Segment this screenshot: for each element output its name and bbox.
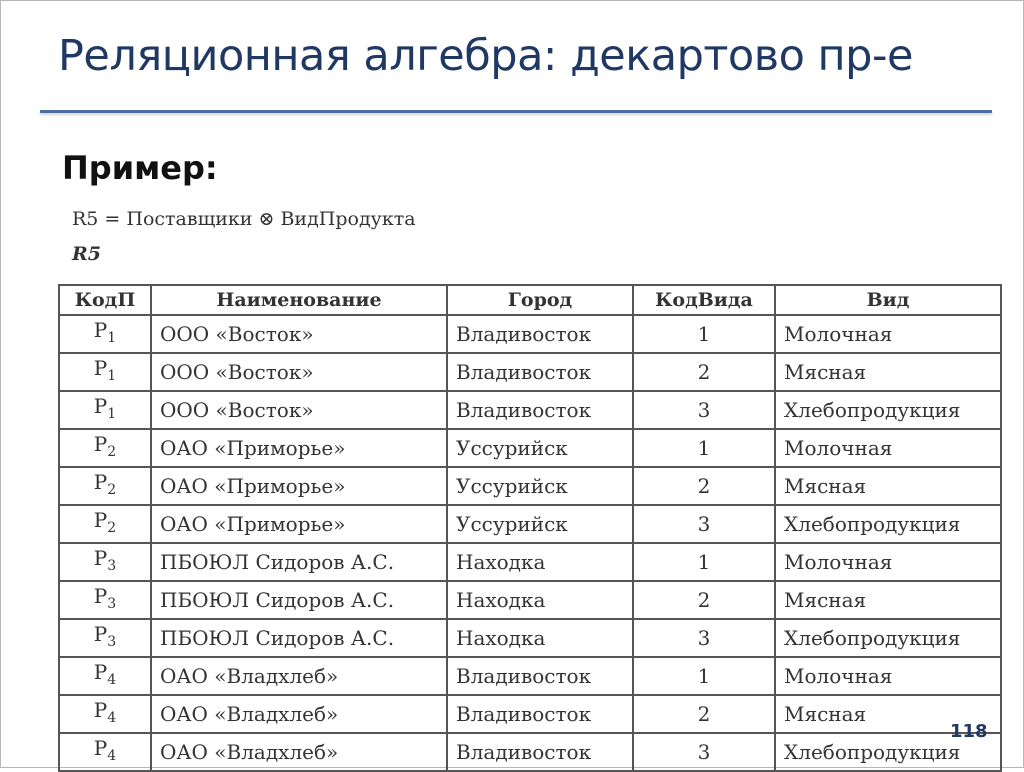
kodp-base: P [93, 470, 108, 494]
cell-kodvida: 3 [633, 391, 775, 429]
cell-city: Владивосток [447, 733, 633, 771]
table-row [59, 315, 1001, 353]
cell-name: ООО «Восток» [151, 353, 447, 391]
header-kodp: КодП [59, 285, 151, 315]
cell-kodp [59, 619, 151, 657]
cell-vid: Молочная [775, 315, 1001, 353]
table-row [59, 581, 1001, 619]
cell-vid: Хлебопродукция [775, 391, 1001, 429]
cell-vid: Хлебопродукция [775, 619, 1001, 657]
relation-table [58, 284, 1002, 772]
page-number: 118 [950, 721, 988, 742]
cell-name: ОАО «Приморье» [151, 505, 447, 543]
kodp-subscript: 4 [107, 672, 117, 688]
cell-kodvida: 2 [633, 695, 775, 733]
cell-vid: Молочная [775, 657, 1001, 695]
cell-kodvida: 3 [633, 619, 775, 657]
cell-vid: Мясная [775, 581, 1001, 619]
cell-city: Владивосток [447, 391, 633, 429]
title-divider [40, 110, 992, 113]
cell-city: Владивосток [447, 695, 633, 733]
cell-city: Владивосток [447, 657, 633, 695]
cell-name: ПБОЮЛ Сидоров А.С. [151, 543, 447, 581]
table-body [59, 315, 1001, 771]
cell-vid: Мясная [775, 353, 1001, 391]
cell-city: Уссурийск [447, 505, 633, 543]
cell-vid: Мясная [775, 695, 1001, 733]
cell-kodp [59, 543, 151, 581]
cell-name: ОАО «Приморье» [151, 467, 447, 505]
kodp-subscript: 3 [107, 596, 117, 612]
cell-kodvida: 2 [633, 467, 775, 505]
cell-kodp [59, 505, 151, 543]
cell-name: ОАО «Владхлеб» [151, 695, 447, 733]
kodp-subscript: 3 [107, 558, 117, 574]
cell-kodvida: 2 [633, 581, 775, 619]
kodp-subscript: 4 [107, 748, 117, 764]
cell-kodvida: 1 [633, 543, 775, 581]
table-row [59, 391, 1001, 429]
example-label: Пример: [62, 149, 218, 187]
cell-city: Находка [447, 543, 633, 581]
table-row [59, 543, 1001, 581]
table-row [59, 733, 1001, 771]
kodp-base: P [93, 394, 108, 418]
table-row [59, 657, 1001, 695]
cell-name: ООО «Восток» [151, 391, 447, 429]
cell-kodvida: 1 [633, 429, 775, 467]
table-header-row [59, 285, 1001, 315]
cell-kodp [59, 657, 151, 695]
cell-vid: Молочная [775, 429, 1001, 467]
header-name: Наименование [151, 285, 447, 315]
kodp-subscript: 2 [107, 444, 117, 460]
cell-vid: Мясная [775, 467, 1001, 505]
cell-kodp [59, 353, 151, 391]
kodp-base: P [93, 546, 108, 570]
kodp-subscript: 1 [107, 406, 117, 422]
cell-city: Уссурийск [447, 467, 633, 505]
kodp-base: P [93, 318, 108, 342]
table-row [59, 505, 1001, 543]
cell-name: ПБОЮЛ Сидоров А.С. [151, 619, 447, 657]
cell-name: ПБОЮЛ Сидоров А.С. [151, 581, 447, 619]
cell-vid: Хлебопродукция [775, 733, 1001, 771]
header-city: Город [447, 285, 633, 315]
table-row [59, 619, 1001, 657]
cell-city: Находка [447, 581, 633, 619]
cell-kodp [59, 315, 151, 353]
kodp-subscript: 2 [107, 482, 117, 498]
kodp-base: P [93, 736, 108, 760]
header-kodvida: КодВида [633, 285, 775, 315]
cell-kodp [59, 733, 151, 771]
kodp-base: P [93, 508, 108, 532]
table-row [59, 467, 1001, 505]
cell-name: ОАО «Приморье» [151, 429, 447, 467]
cell-kodp [59, 391, 151, 429]
kodp-base: P [93, 584, 108, 608]
kodp-base: P [93, 622, 108, 646]
cell-kodp [59, 581, 151, 619]
kodp-base: P [93, 698, 108, 722]
cell-kodvida: 1 [633, 315, 775, 353]
table-row [59, 695, 1001, 733]
slide-title: Реляционная алгебра: декартово пр-е [58, 31, 913, 81]
relation-formula: R5 = Поставщики ⊗ ВидПродукта [72, 208, 416, 230]
kodp-subscript: 1 [107, 368, 117, 384]
cell-city: Владивосток [447, 315, 633, 353]
cell-kodp [59, 467, 151, 505]
kodp-base: P [93, 432, 108, 456]
cell-name: ОАО «Владхлеб» [151, 657, 447, 695]
kodp-subscript: 3 [107, 634, 117, 650]
cell-kodvida: 3 [633, 505, 775, 543]
cell-city: Уссурийск [447, 429, 633, 467]
cell-kodp [59, 429, 151, 467]
kodp-subscript: 1 [107, 330, 117, 346]
table-row [59, 353, 1001, 391]
cell-name: ОАО «Владхлеб» [151, 733, 447, 771]
cell-kodp [59, 695, 151, 733]
kodp-base: P [93, 356, 108, 380]
cell-vid: Хлебопродукция [775, 505, 1001, 543]
kodp-subscript: 4 [107, 710, 117, 726]
cell-name: ООО «Восток» [151, 315, 447, 353]
cell-city: Владивосток [447, 353, 633, 391]
cell-kodvida: 3 [633, 733, 775, 771]
table-row [59, 429, 1001, 467]
cell-kodvida: 2 [633, 353, 775, 391]
kodp-base: P [93, 660, 108, 684]
kodp-subscript: 2 [107, 520, 117, 536]
header-vid: Вид [775, 285, 1001, 315]
cell-kodvida: 1 [633, 657, 775, 695]
cell-vid: Молочная [775, 543, 1001, 581]
relation-name: R5 [72, 243, 102, 265]
cell-city: Находка [447, 619, 633, 657]
